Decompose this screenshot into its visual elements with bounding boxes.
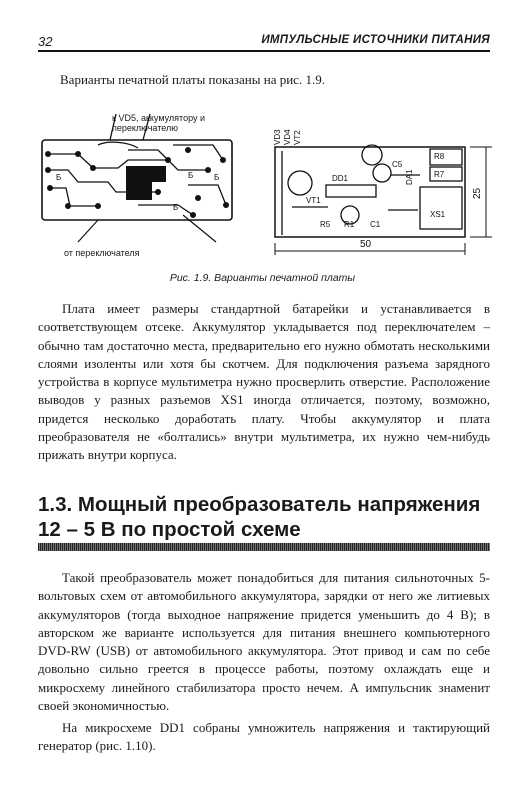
- paragraph-text: Такой преобразователь может понадобиться для питания сильноточных 5-вольтовых схем от автомобильного аккумулятора, зарядки от него же литиевых аккумуляторов (тогда выходное напряжение придется уменьшить до 4 В); в авторском же варианте используется для питания внешнего компьютерного DVD-RW (USB) от автомобильного аккумулятора. Этот привод и сам по себе довольно сильно греется в процессе работы, поэтому охлаждать еще и микросхему линейного стабилизатора просто нечем. А импульсник знаменит своей экономичностью.: [38, 570, 490, 714]
- label-to-vd5: к VD5, аккумулятору и переключателю: [112, 113, 206, 133]
- page-number: 32: [38, 34, 53, 49]
- comp-c5: C5: [392, 160, 403, 169]
- intro-line: Варианты печатной платы показаны на рис. 1.9.: [60, 72, 325, 87]
- running-title: ИМПУЛЬСНЫЕ ИСТОЧНИКИ ПИТАНИЯ: [261, 34, 490, 46]
- figure-caption: Рис. 1.9. Варианты печатной платы: [169, 272, 356, 284]
- running-header: [38, 34, 490, 52]
- pcb-left-pad-label: Б: [173, 203, 179, 212]
- comp-vt2: VT2: [293, 130, 302, 145]
- pcb-left-pad-label: Б: [188, 171, 194, 180]
- paragraph: [38, 300, 490, 465]
- paragraph: [38, 569, 490, 715]
- paragraph-text: На микросхеме DD1 собраны умножитель напряжения и тактирующий генератор (рис. 1.10).: [38, 720, 490, 754]
- label-from-switch: от переключателя: [64, 248, 140, 258]
- comp-r7: R7: [434, 170, 445, 179]
- dim-width: 50: [360, 239, 372, 250]
- comp-xs1: XS1: [430, 210, 446, 219]
- comp-r8: R8: [434, 152, 445, 161]
- comp-dd1: DD1: [332, 174, 349, 183]
- paragraph-text: Плата имеет размеры стандартной батарейки и устанавливается в соответствующем отсеке. Аккумулятор укладывается под переключателем – обычно там достаточно места, предварительно его нужно обмотать несколькими слоями изоленты или хотя бы скотчем. Для подключения разъема зарядного устройства в корпусе мультиметра нужно просверлить отверстие. Расположение выводов у разных разъемов XS1 иногда отличается, поэтому, возможно, придется несколько доработать плату. Чтобы аккумулятор и плата преобразователя не «болтались» внутри мультиметра, их нужно чем-нибудь прижать внутри корпуса.: [38, 301, 490, 463]
- comp-r1: R1: [344, 220, 355, 229]
- comp-da1: DA1: [405, 169, 414, 185]
- paragraph: [38, 719, 490, 756]
- comp-r5: R5: [320, 220, 331, 229]
- section-heading: 1.3. Мощный преобразователь напряжения 12 – 5 В по простой схеме: [38, 493, 481, 541]
- comp-vt1: VT1: [306, 196, 321, 205]
- pcb-left-image: [38, 110, 240, 252]
- pcb-right-image: [270, 115, 495, 260]
- heading-rule: [38, 543, 490, 551]
- comp-vd3: VD3: [273, 129, 282, 145]
- pcb-left-pad-label: Б: [56, 173, 62, 182]
- comp-vd4: VD4: [283, 129, 292, 145]
- pcb-left-pad-label: Б: [214, 173, 220, 182]
- comp-c1: C1: [370, 220, 381, 229]
- dim-height: 25: [472, 187, 483, 199]
